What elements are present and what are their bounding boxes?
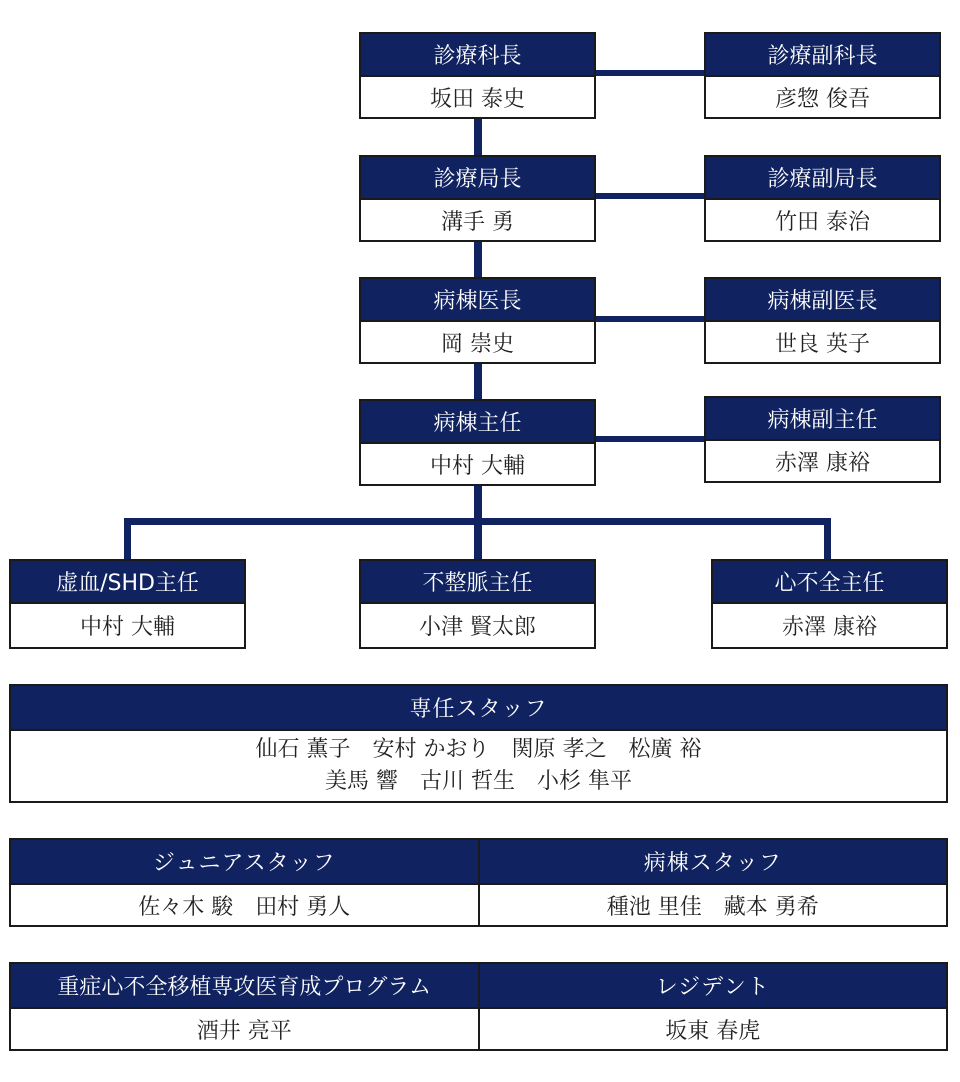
program-resident-box (9, 962, 948, 1051)
connector-line (474, 362, 482, 399)
node-title: 診療副局長 (706, 157, 939, 200)
connector-line (474, 240, 482, 277)
node-title: 病棟副医長 (706, 279, 939, 322)
node-name: 溝手 勇 (441, 209, 514, 235)
node-name: 中村 大輔 (430, 453, 525, 479)
node-name: 赤澤 康裕 (775, 450, 870, 476)
dedicated-staff-line2: 美馬 響 古川 哲生 小杉 隼平 (325, 769, 632, 794)
connector-line (594, 70, 706, 76)
connector-line (594, 436, 706, 442)
transplant-program-names: 酒井 亮平 (196, 1018, 292, 1044)
dedicated-staff-line1: 仙石 薫子 安村 かおり 関原 孝之 松廣 裕 (255, 737, 702, 762)
vice-ward-head-node (704, 277, 941, 364)
ward-staff-names: 種池 里佳 藏本 勇希 (606, 894, 819, 920)
ward-lead-node (359, 399, 596, 486)
node-name: 竹田 泰治 (775, 209, 870, 235)
dedicated-staff-title: 専任スタッフ (11, 686, 946, 731)
ward-head-node (359, 277, 596, 364)
node-title: 不整脈主任 (361, 561, 594, 604)
connector-line (474, 518, 482, 560)
junior-ward-staff-box (9, 838, 948, 927)
arrhythmia-lead-node (359, 559, 596, 649)
chief-node (359, 32, 596, 119)
node-title: 病棟副主任 (706, 398, 939, 441)
node-title: 心不全主任 (713, 561, 946, 604)
connector-line (594, 193, 706, 199)
node-title: 虚血/SHD主任 (11, 561, 244, 604)
transplant-program-title: 重症心不全移植専攻医育成プログラム (11, 964, 478, 1009)
node-name: 岡 崇史 (441, 331, 514, 357)
node-name: 坂田 泰史 (430, 86, 525, 112)
node-name: 赤澤 康裕 (782, 615, 877, 640)
node-title: 病棟医長 (361, 279, 594, 322)
dedicated-staff-box (9, 684, 948, 803)
node-title: 診療局長 (361, 157, 594, 200)
residents-title: レジデント (480, 964, 947, 1009)
node-name: 世良 英子 (775, 331, 870, 357)
connector-line (474, 484, 482, 522)
junior-staff-title: ジュニアスタッフ (11, 840, 478, 885)
vice-director-node (704, 155, 941, 242)
node-name: 小津 賢太郎 (419, 615, 536, 640)
node-name: 中村 大輔 (80, 615, 175, 640)
vice-ward-lead-node (704, 396, 941, 483)
heart-failure-lead-node (711, 559, 948, 649)
connector-line (594, 316, 706, 322)
node-title: 診療副科長 (706, 34, 939, 77)
residents-names: 坂東 春虎 (665, 1018, 761, 1044)
vice-chief-node (704, 32, 941, 119)
node-name: 彦惣 俊吾 (775, 86, 870, 112)
connector-line (124, 518, 131, 560)
node-title: 診療科長 (361, 34, 594, 77)
ward-staff-title: 病棟スタッフ (480, 840, 947, 885)
ischemia-lead-node (9, 559, 246, 649)
connector-line (474, 117, 482, 155)
node-title: 病棟主任 (361, 401, 594, 444)
director-node (359, 155, 596, 242)
junior-staff-names: 佐々木 駿 田村 勇人 (138, 894, 351, 920)
connector-line (824, 518, 831, 560)
